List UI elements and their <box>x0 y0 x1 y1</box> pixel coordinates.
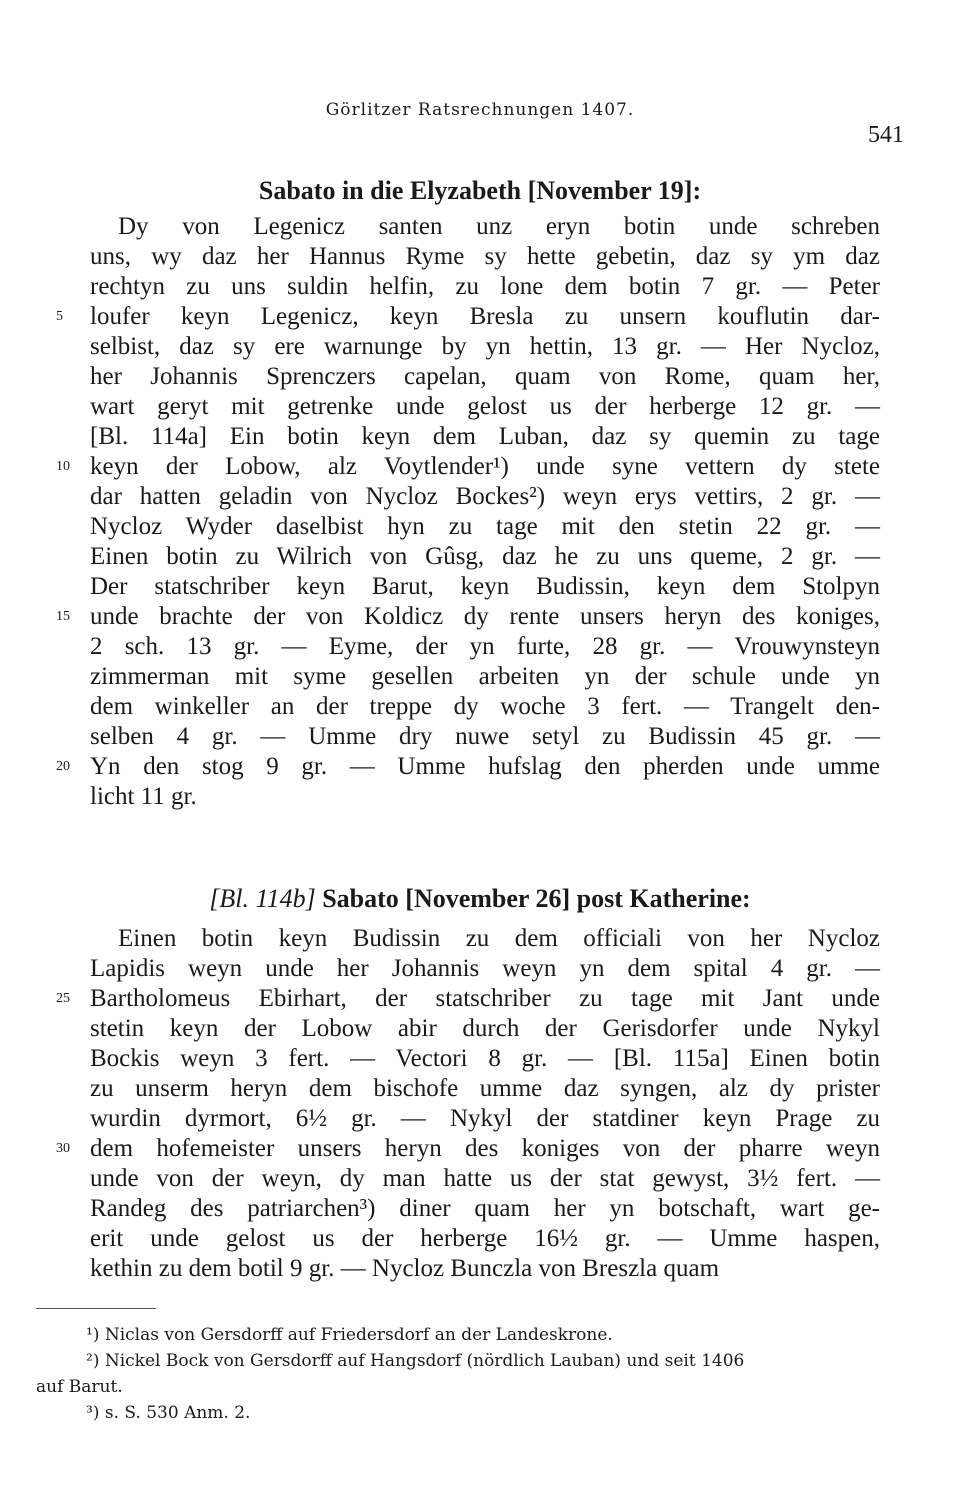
footnote-rule <box>36 1308 156 1309</box>
text-line <box>90 924 880 954</box>
text-line <box>90 1164 880 1194</box>
text-line <box>90 512 880 542</box>
text-line <box>56 984 880 1014</box>
text-line-content: [Bl. 114a] Ein botin keyn dem Luban, daz sy quemin zu tage <box>90 423 880 450</box>
text-line-content: wurdin dyrmort, 6½ gr. — Nykyl der statdiner keyn Prage zu <box>90 1105 880 1132</box>
text-line <box>90 662 880 692</box>
text-line <box>90 1224 880 1254</box>
text-line-content: dar hatten geladin von Nycloz Bockes²) weyn erys vettirs, 2 gr. — <box>90 483 880 510</box>
text-line-content: kethin zu dem botil 9 gr. — Nycloz Bunczla von Breszla quam <box>90 1255 720 1282</box>
footnote: ³) s. S. 530 Anm. 2. <box>86 1403 251 1423</box>
text-line <box>56 752 880 782</box>
text-line-content: 2 sch. 13 gr. — Eyme, der yn furte, 28 gr. — Vrouwynsteyn <box>90 633 880 660</box>
text-line-content: loufer keyn Legenicz, keyn Bresla zu unsern kouflutin dar- <box>90 303 880 330</box>
section-heading-2 <box>0 884 960 914</box>
text-line-content: keyn der Lobow, alz Voytlender¹) unde syne vettern dy stete <box>90 453 880 480</box>
line-number: 20 <box>56 759 70 774</box>
text-line-content: zu unserm heryn dem bischofe umme daz syngen, alz dy prister <box>90 1075 880 1102</box>
text-line-content: Bockis weyn 3 fert. — Vectori 8 gr. — [Bl. 115a] Einen botin <box>90 1045 880 1072</box>
line-number: 25 <box>56 991 70 1006</box>
line-number: 5 <box>56 309 63 324</box>
footnote: ²) Nickel Bock von Gersdorff auf Hangsdorf (nördlich Lauban) und seit 1406 <box>86 1351 745 1371</box>
line-number: 30 <box>56 1141 70 1156</box>
text-line <box>90 1194 880 1224</box>
text-line <box>90 1014 880 1044</box>
text-line-content: unde brachte der von Koldicz dy rente unsers heryn des koniges, <box>90 603 880 630</box>
text-line-content: dem hofemeister unsers heryn des koniges von der pharre weyn <box>90 1135 880 1162</box>
text-line-content: Yn den stog 9 gr. — Umme hufslag den pherden unde umme <box>90 753 880 780</box>
footnote: ¹) Niclas von Gersdorff auf Friedersdorf an der Landeskrone. <box>86 1325 613 1345</box>
text-line <box>56 452 880 482</box>
footnotes <box>36 1322 886 1426</box>
section-heading-1: Sabato in die Elyzabeth [November 19]: <box>258 176 702 205</box>
text-line-content: rechtyn zu uns suldin helfin, zu lone dem botin 7 gr. — Peter <box>90 273 880 300</box>
text-line <box>90 482 880 512</box>
section-2-text <box>56 924 880 1284</box>
section-heading-2-text: Sabato [November 26] post Katherine: <box>322 884 751 913</box>
text-line-content: Einen botin keyn Budissin zu dem officiali von her Nycloz <box>118 925 880 952</box>
text-line-content: wart geryt mit getrenke unde gelost us der herberge 12 gr. — <box>90 393 880 420</box>
text-line-content: Nycloz Wyder daselbist hyn zu tage mit den stetin 22 gr. — <box>90 513 880 540</box>
text-line <box>90 542 880 572</box>
text-line <box>90 692 880 722</box>
text-line <box>90 1074 880 1104</box>
text-line <box>90 1104 880 1134</box>
text-line <box>90 212 880 242</box>
text-line-content: Dy von Legenicz santen unz eryn botin unde schreben <box>118 213 880 240</box>
text-line <box>90 954 880 984</box>
footnote: auf Barut. <box>36 1377 123 1397</box>
text-line-content: erit unde gelost us der herberge 16½ gr. — Umme haspen, <box>90 1225 880 1252</box>
folio-reference: [Bl. 114b] <box>209 884 316 913</box>
text-line-content: selben 4 gr. — Umme dry nuwe setyl zu Budissin 45 gr. — <box>90 723 880 750</box>
text-line-content: Randeg des patriarchen³) diner quam her yn botschaft, wart ge- <box>90 1195 880 1222</box>
text-line <box>56 302 880 332</box>
text-line-content: stetin keyn der Lobow abir durch der Gerisdorfer unde Nykyl <box>90 1015 880 1042</box>
text-line <box>56 602 880 632</box>
text-line <box>56 1134 880 1164</box>
text-line-content: licht 11 gr. <box>90 783 197 810</box>
text-line <box>90 1254 880 1284</box>
running-head: Görlitzer Ratsrechnungen 1407. <box>325 100 635 120</box>
page-number: 541 <box>868 122 904 148</box>
text-line-content: Der statschriber keyn Barut, keyn Budissin, keyn dem Stolpyn <box>90 573 880 600</box>
text-line-content: Einen botin zu Wilrich von Gûsg, daz he zu uns queme, 2 gr. — <box>90 543 880 570</box>
text-line <box>90 632 880 662</box>
text-line <box>90 422 880 452</box>
text-line <box>90 272 880 302</box>
text-line-content: zimmerman mit syme gesellen arbeiten yn der schule unde yn <box>90 663 880 690</box>
line-number: 15 <box>56 609 70 624</box>
text-line <box>90 332 880 362</box>
text-line-content: Lapidis weyn unde her Johannis weyn yn dem spital 4 gr. — <box>90 955 880 982</box>
text-line-content: unde von der weyn, dy man hatte us der stat gewyst, 3½ fert. — <box>90 1165 880 1192</box>
text-line <box>90 782 880 812</box>
text-line-content: Bartholomeus Ebirhart, der statschriber zu tage mit Jant unde <box>90 985 880 1012</box>
text-line-content: dem winkeller an der treppe dy woche 3 fert. — Trangelt den- <box>90 693 880 720</box>
text-line-content: her Johannis Sprenczers capelan, quam von Rome, quam her, <box>90 363 880 390</box>
text-line <box>90 242 880 272</box>
text-line-content: uns, wy daz her Hannus Ryme sy hette gebetin, daz sy ym daz <box>90 243 880 270</box>
text-line <box>90 722 880 752</box>
line-number: 10 <box>56 459 70 474</box>
text-line <box>90 572 880 602</box>
text-line <box>90 1044 880 1074</box>
section-1-text <box>56 212 880 812</box>
text-line <box>90 392 880 422</box>
text-line-content: selbist, daz sy ere warnunge by yn hettin, 13 gr. — Her Nycloz, <box>90 333 880 360</box>
text-line <box>90 362 880 392</box>
